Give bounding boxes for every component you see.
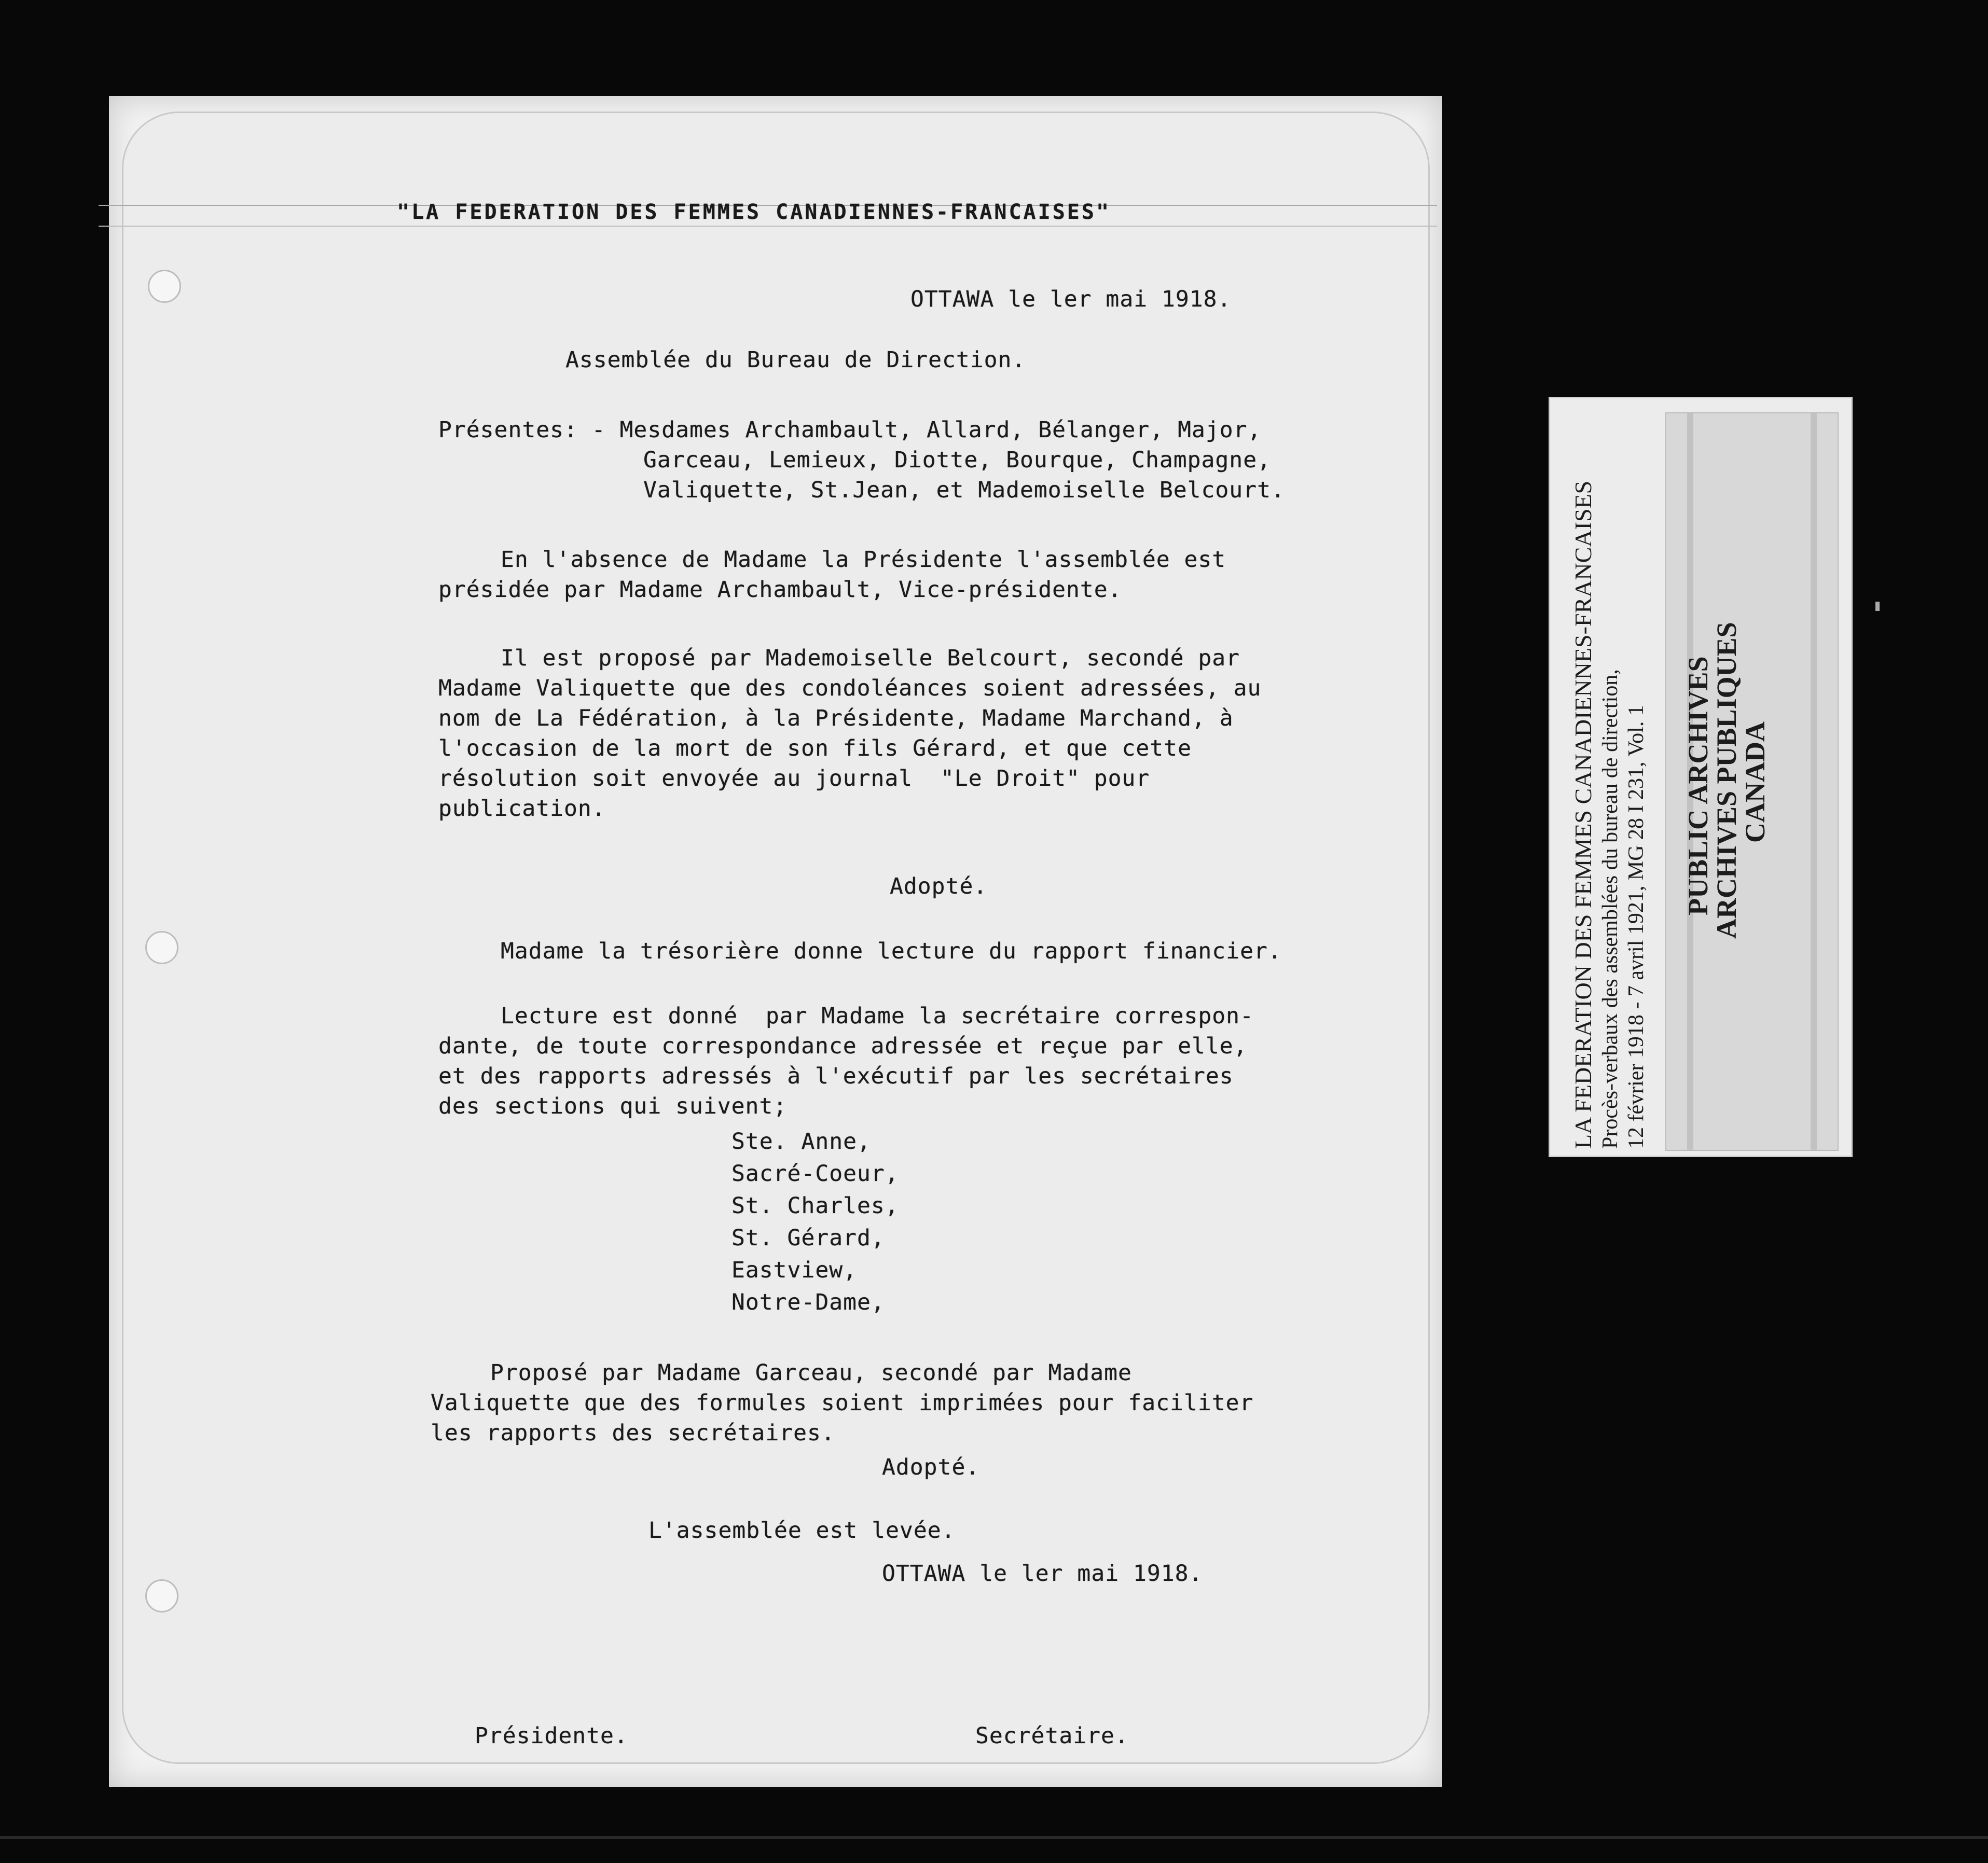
para4-line-3: et des rapports adressés à l'exécutif par les secrétaires bbox=[438, 1063, 1234, 1089]
para1-line-1: En l'absence de Madame la Présidente l'assemblée est bbox=[501, 547, 1226, 573]
date-top: OTTAWA le ler mai 1918. bbox=[910, 286, 1232, 312]
archive-label-line-2: Procès-verbaux des assemblées du bureau de direction, bbox=[1598, 669, 1622, 1149]
present-line-2: Garceau, Lemieux, Diotte, Bourque, Champagne, bbox=[643, 447, 1271, 473]
para3: Madame la trésorière donne lecture du rapport financier. bbox=[501, 938, 1282, 964]
punch-hole-bottom bbox=[145, 1579, 178, 1612]
closing: L'assemblée est levée. bbox=[648, 1518, 956, 1544]
archive-label-line-1: LA FEDERATION DES FEMMES CANADIENNES-FRANCAISES bbox=[1570, 480, 1596, 1149]
tape-edge bbox=[1811, 413, 1817, 1150]
section-item: Eastview, bbox=[731, 1257, 857, 1283]
adopted-2: Adopté. bbox=[882, 1454, 980, 1480]
present-line-3: Valiquette, St.Jean, et Mademoiselle Belcourt. bbox=[643, 477, 1285, 503]
adopted-1: Adopté. bbox=[890, 873, 988, 899]
para2-line-5: résolution soit envoyée au journal "Le Droit" pour bbox=[438, 766, 1150, 791]
archive-stamp-line-1: PUBLIC ARCHIVES bbox=[1682, 656, 1714, 915]
section-item: St. Gérard, bbox=[731, 1225, 885, 1251]
para2-line-2: Madame Valiquette que des condoléances soient adressées, au bbox=[438, 675, 1262, 701]
para4-line-2: dante, de toute correspondance adressée et reçue par elle, bbox=[438, 1033, 1248, 1059]
para4-line-4: des sections qui suivent; bbox=[438, 1093, 788, 1119]
scan-speck bbox=[1875, 602, 1880, 611]
date-bottom: OTTAWA le ler mai 1918. bbox=[882, 1561, 1203, 1587]
archive-stamp-line-2: ARCHIVES PUBLIQUES bbox=[1711, 622, 1742, 939]
para5-line-2: Valiquette que des formules soient imprimées pour faciliter bbox=[431, 1390, 1254, 1416]
para4-line-1: Lecture est donné par Madame la secrétaire correspon- bbox=[501, 1003, 1254, 1029]
para5-line-3: les rapports des secrétaires. bbox=[431, 1420, 835, 1446]
meeting-title: Assemblée du Bureau de Direction. bbox=[565, 347, 1026, 373]
section-item: Ste. Anne, bbox=[731, 1129, 871, 1155]
para1-line-2: présidée par Madame Archambault, Vice-présidente. bbox=[438, 577, 1122, 603]
present-line-1: Présentes: - Mesdames Archambault, Allard, Bélanger, Major, bbox=[438, 417, 1262, 443]
archive-label-line-3: 12 février 1918 - 7 avril 1921, MG 28 I 231, Vol. 1 bbox=[1624, 705, 1648, 1149]
para2-line-1: Il est proposé par Mademoiselle Belcourt, secondé par bbox=[501, 645, 1240, 671]
scan-bottom-edge bbox=[0, 1836, 1988, 1839]
document-header-title: "LA FEDERATION DES FEMMES CANADIENNES-FRANCAISES" bbox=[397, 200, 1111, 224]
archive-stamp-line-3: CANADA bbox=[1739, 721, 1771, 843]
para5-line-1: Proposé par Madame Garceau, secondé par Madame bbox=[490, 1360, 1132, 1386]
section-item: Sacré-Coeur, bbox=[731, 1161, 899, 1187]
punch-hole-middle bbox=[145, 931, 178, 964]
signature-secretaire: Secrétaire. bbox=[975, 1723, 1129, 1749]
para2-line-3: nom de La Fédération, à la Présidente, Madame Marchand, à bbox=[438, 705, 1234, 731]
punch-hole-top bbox=[148, 270, 181, 303]
para2-line-4: l'occasion de la mort de son fils Gérard, et que cette bbox=[438, 735, 1192, 761]
section-item: Notre-Dame, bbox=[731, 1289, 885, 1315]
para2-line-6: publication. bbox=[438, 796, 606, 822]
section-item: St. Charles, bbox=[731, 1193, 899, 1219]
signature-presidente: Présidente. bbox=[475, 1723, 628, 1749]
